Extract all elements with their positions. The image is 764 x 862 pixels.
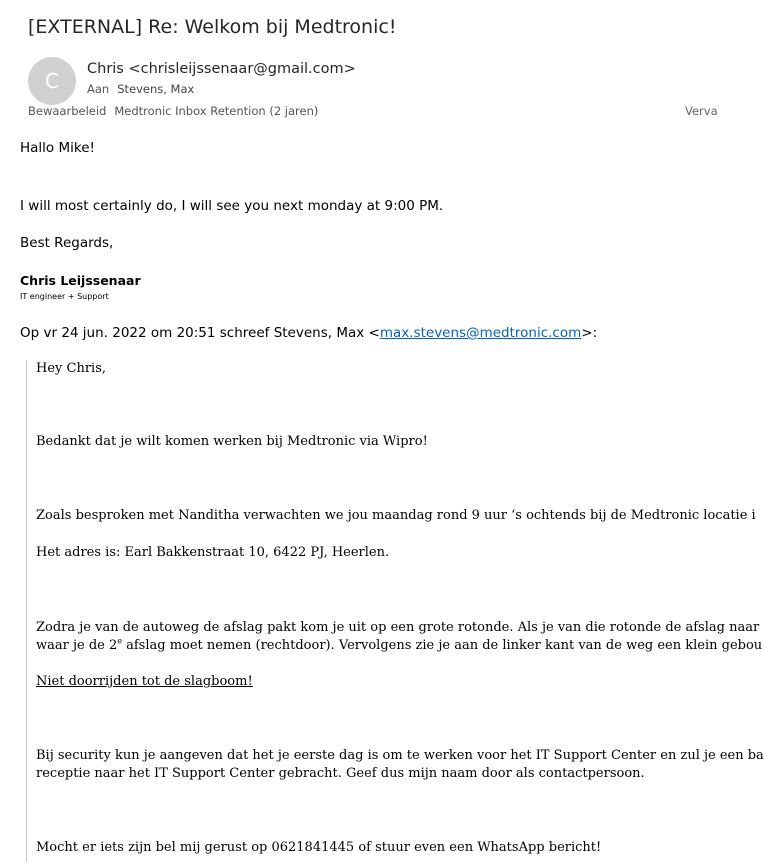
quoted-greeting: Hey Chris,	[36, 361, 107, 376]
recipient-row	[87, 82, 194, 96]
body-regards: Best Regards,	[20, 235, 114, 251]
quoted-text: waar je de 2	[36, 638, 118, 653]
quoted-warning: Niet doorrijden tot de slagboom!	[36, 674, 253, 689]
quote-header-prefix: Op vr 24 jun. 2022 om 20:51 schreef Stevens, Max <	[20, 325, 380, 341]
expires-label: Verva	[685, 104, 718, 118]
quote-bar	[26, 360, 27, 862]
superscript: e	[117, 636, 122, 646]
body-greeting: Hallo Mike!	[20, 140, 95, 156]
quoted-text: afslag moet nemen (rechtdoor). Vervolgens zie je aan de linker kant van de weg een klein gebou	[121, 638, 763, 653]
quoted-paragraph: receptie naar het IT Support Center gebracht. Geef dus mijn naam door als contactpersoon.	[36, 766, 645, 781]
quote-header-email-link[interactable]: max.stevens@medtronic.com	[379, 325, 582, 341]
recipient-name[interactable]: Stevens, Max	[117, 82, 195, 96]
quoted-paragraph: Zoals besproken met Nanditha verwachten we jou maandag rond 9 uur ‘s ochtends bij de Medtronic locatie i	[36, 508, 756, 523]
retention-value: Medtronic Inbox Retention (2 jaren)	[114, 104, 319, 118]
quote-header-suffix: >:	[581, 325, 598, 341]
quoted-paragraph: Bedankt dat je wilt komen werken bij Medtronic via Wipro!	[36, 434, 428, 449]
body-line: I will most certainly do, I will see you next monday at 9:00 PM.	[20, 198, 444, 214]
sender-avatar[interactable]: C	[28, 57, 76, 105]
to-label: Aan	[87, 82, 110, 96]
retention-label: Bewaarbeleid	[28, 104, 107, 118]
sender-address[interactable]: Chris <chrisleijssenaar@gmail.com>	[87, 61, 356, 77]
quote-header	[20, 325, 597, 341]
quoted-paragraph: Bij security kun je aangeven dat het je eerste dag is om te werken voor het IT Support Center en zul je een ba	[36, 748, 764, 763]
quoted-address: Het adres is: Earl Bakkenstraat 10, 6422 PJ, Heerlen.	[36, 545, 390, 560]
quoted-paragraph	[36, 638, 762, 653]
quoted-paragraph: Zodra je van de autoweg de afslag pakt kom je uit op een grote rotonde. Als je van die rotonde de afslag naar	[36, 620, 760, 635]
quoted-paragraph: Mocht er iets zijn bel mij gerust op 0621841445 of stuur even een WhatsApp bericht!	[36, 840, 602, 855]
email-subject: [EXTERNAL] Re: Welkom bij Medtronic!	[28, 16, 397, 38]
signature-name: Chris Leijssenaar	[20, 273, 141, 288]
retention-policy-row	[28, 104, 318, 118]
signature-role: IT engineer + Support	[20, 292, 109, 301]
